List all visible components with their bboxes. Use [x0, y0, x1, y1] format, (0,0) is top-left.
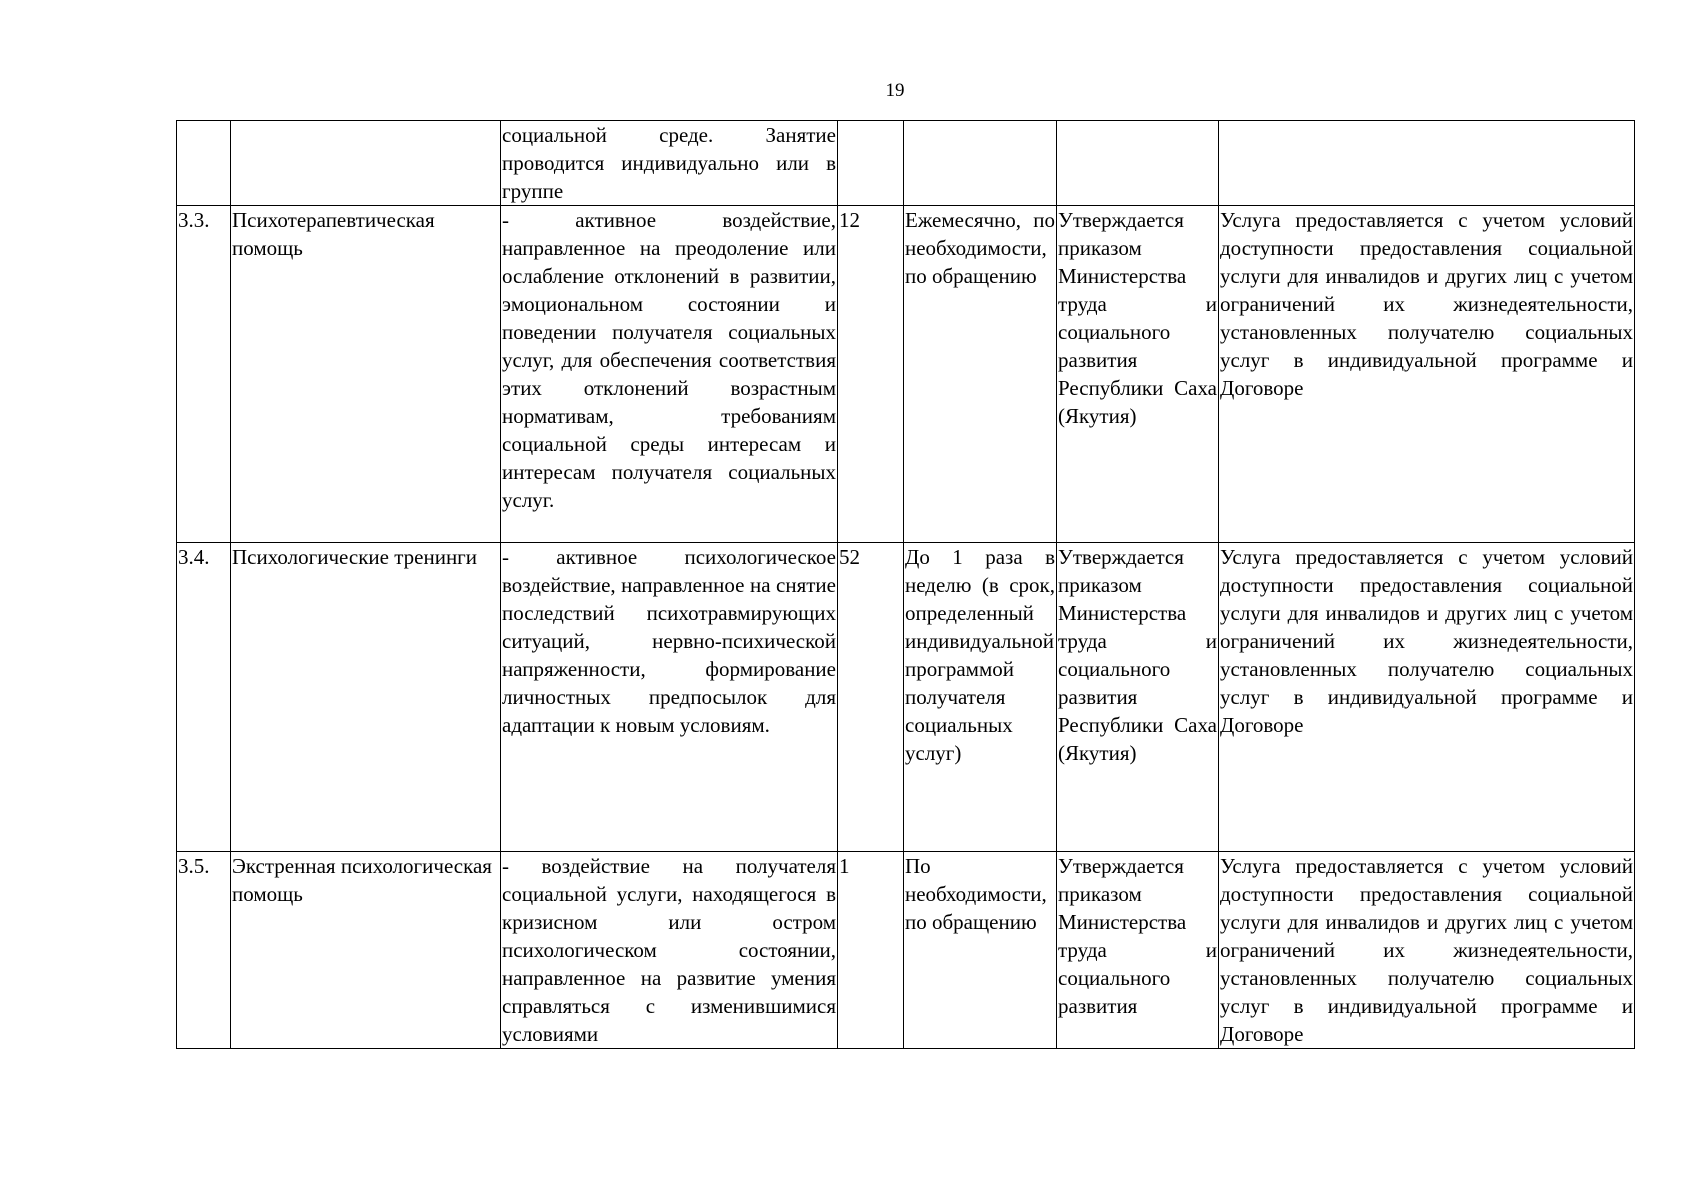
cell-description: - воздействие на получателя социальной услуги, находящегося в кризисном или остром психологическом состоянии, направленное на развитие умения справляться с изменившимися условиями: [501, 852, 838, 1049]
cell-description: - активное психологическое воздействие, направленное на снятие последствий психотравмирующих ситуаций, нервно-психической напряженности, формирование личностных предпосылок для адаптации к новым условиям.: [501, 543, 838, 852]
cell-quantity: 1: [838, 852, 904, 1049]
cell-standard: Утверждается приказом Министерства труда и социального развития: [1057, 852, 1219, 1049]
cell-standard: Утверждается приказом Министерства труда и социального развития Республики Саха (Якутия): [1057, 543, 1219, 852]
cell-periodicity: [904, 121, 1057, 206]
cell-number: 3.4.: [177, 543, 231, 852]
cell-periodicity: По необходимости, по обращению: [904, 852, 1057, 1049]
cell-service-name: Психологические тренинги: [231, 543, 501, 852]
page-number: 19: [885, 80, 905, 101]
cell-periodicity: Ежемесячно, по необходимости, по обращению: [904, 206, 1057, 543]
cell-quantity: 52: [838, 543, 904, 852]
cell-conditions: Услуга предоставляется с учетом условий доступности предоставления социальной услуги для инвалидов и других лиц с учетом ограничений их жизнедеятельности, установленных получателю социальных услуг в индивидуальной программе и Договоре: [1219, 206, 1635, 543]
services-table: [176, 120, 1635, 1049]
cell-description: - активное воздействие, направленное на преодоление или ослабление отклонений в развитии, эмоциональном состоянии и поведении получателя социальных услуг, для обеспечения соответствия этих отклонений возрастным нормативам, требованиям социальной среды интересам и интересам получателя социальных услуг.: [501, 206, 838, 543]
cell-conditions: Услуга предоставляется с учетом условий доступности предоставления социальной услуги для инвалидов и других лиц с учетом ограничений их жизнедеятельности, установленных получателю социальных услуг в индивидуальной программе и Договоре: [1219, 852, 1635, 1049]
cell-number: 3.5.: [177, 852, 231, 1049]
cell-quantity: [838, 121, 904, 206]
cell-number: 3.3.: [177, 206, 231, 543]
cell-service-name: Психотерапевтическая помощь: [231, 206, 501, 543]
cell-conditions: Услуга предоставляется с учетом условий доступности предоставления социальной услуги для инвалидов и других лиц с учетом ограничений их жизнедеятельности, установленных получателю социальных услуг в индивидуальной программе и Договоре: [1219, 543, 1635, 852]
cell-service-name: [231, 121, 501, 206]
cell-quantity: 12: [838, 206, 904, 543]
cell-service-name: Экстренная психологическая помощь: [231, 852, 501, 1049]
table-row: [177, 206, 1635, 543]
cell-standard: Утверждается приказом Министерства труда и социального развития Республики Саха (Якутия): [1057, 206, 1219, 543]
cell-description: социальной среде. Занятие проводится индивидуально или в группе: [501, 121, 838, 206]
cell-number: [177, 121, 231, 206]
cell-conditions: [1219, 121, 1635, 206]
cell-standard: [1057, 121, 1219, 206]
table-row: [177, 852, 1635, 1049]
table-row: [177, 543, 1635, 852]
cell-periodicity: До 1 раза в неделю (в срок, определенный индивидуальной программой получателя социальных услуг): [904, 543, 1057, 852]
table-row: [177, 121, 1635, 206]
